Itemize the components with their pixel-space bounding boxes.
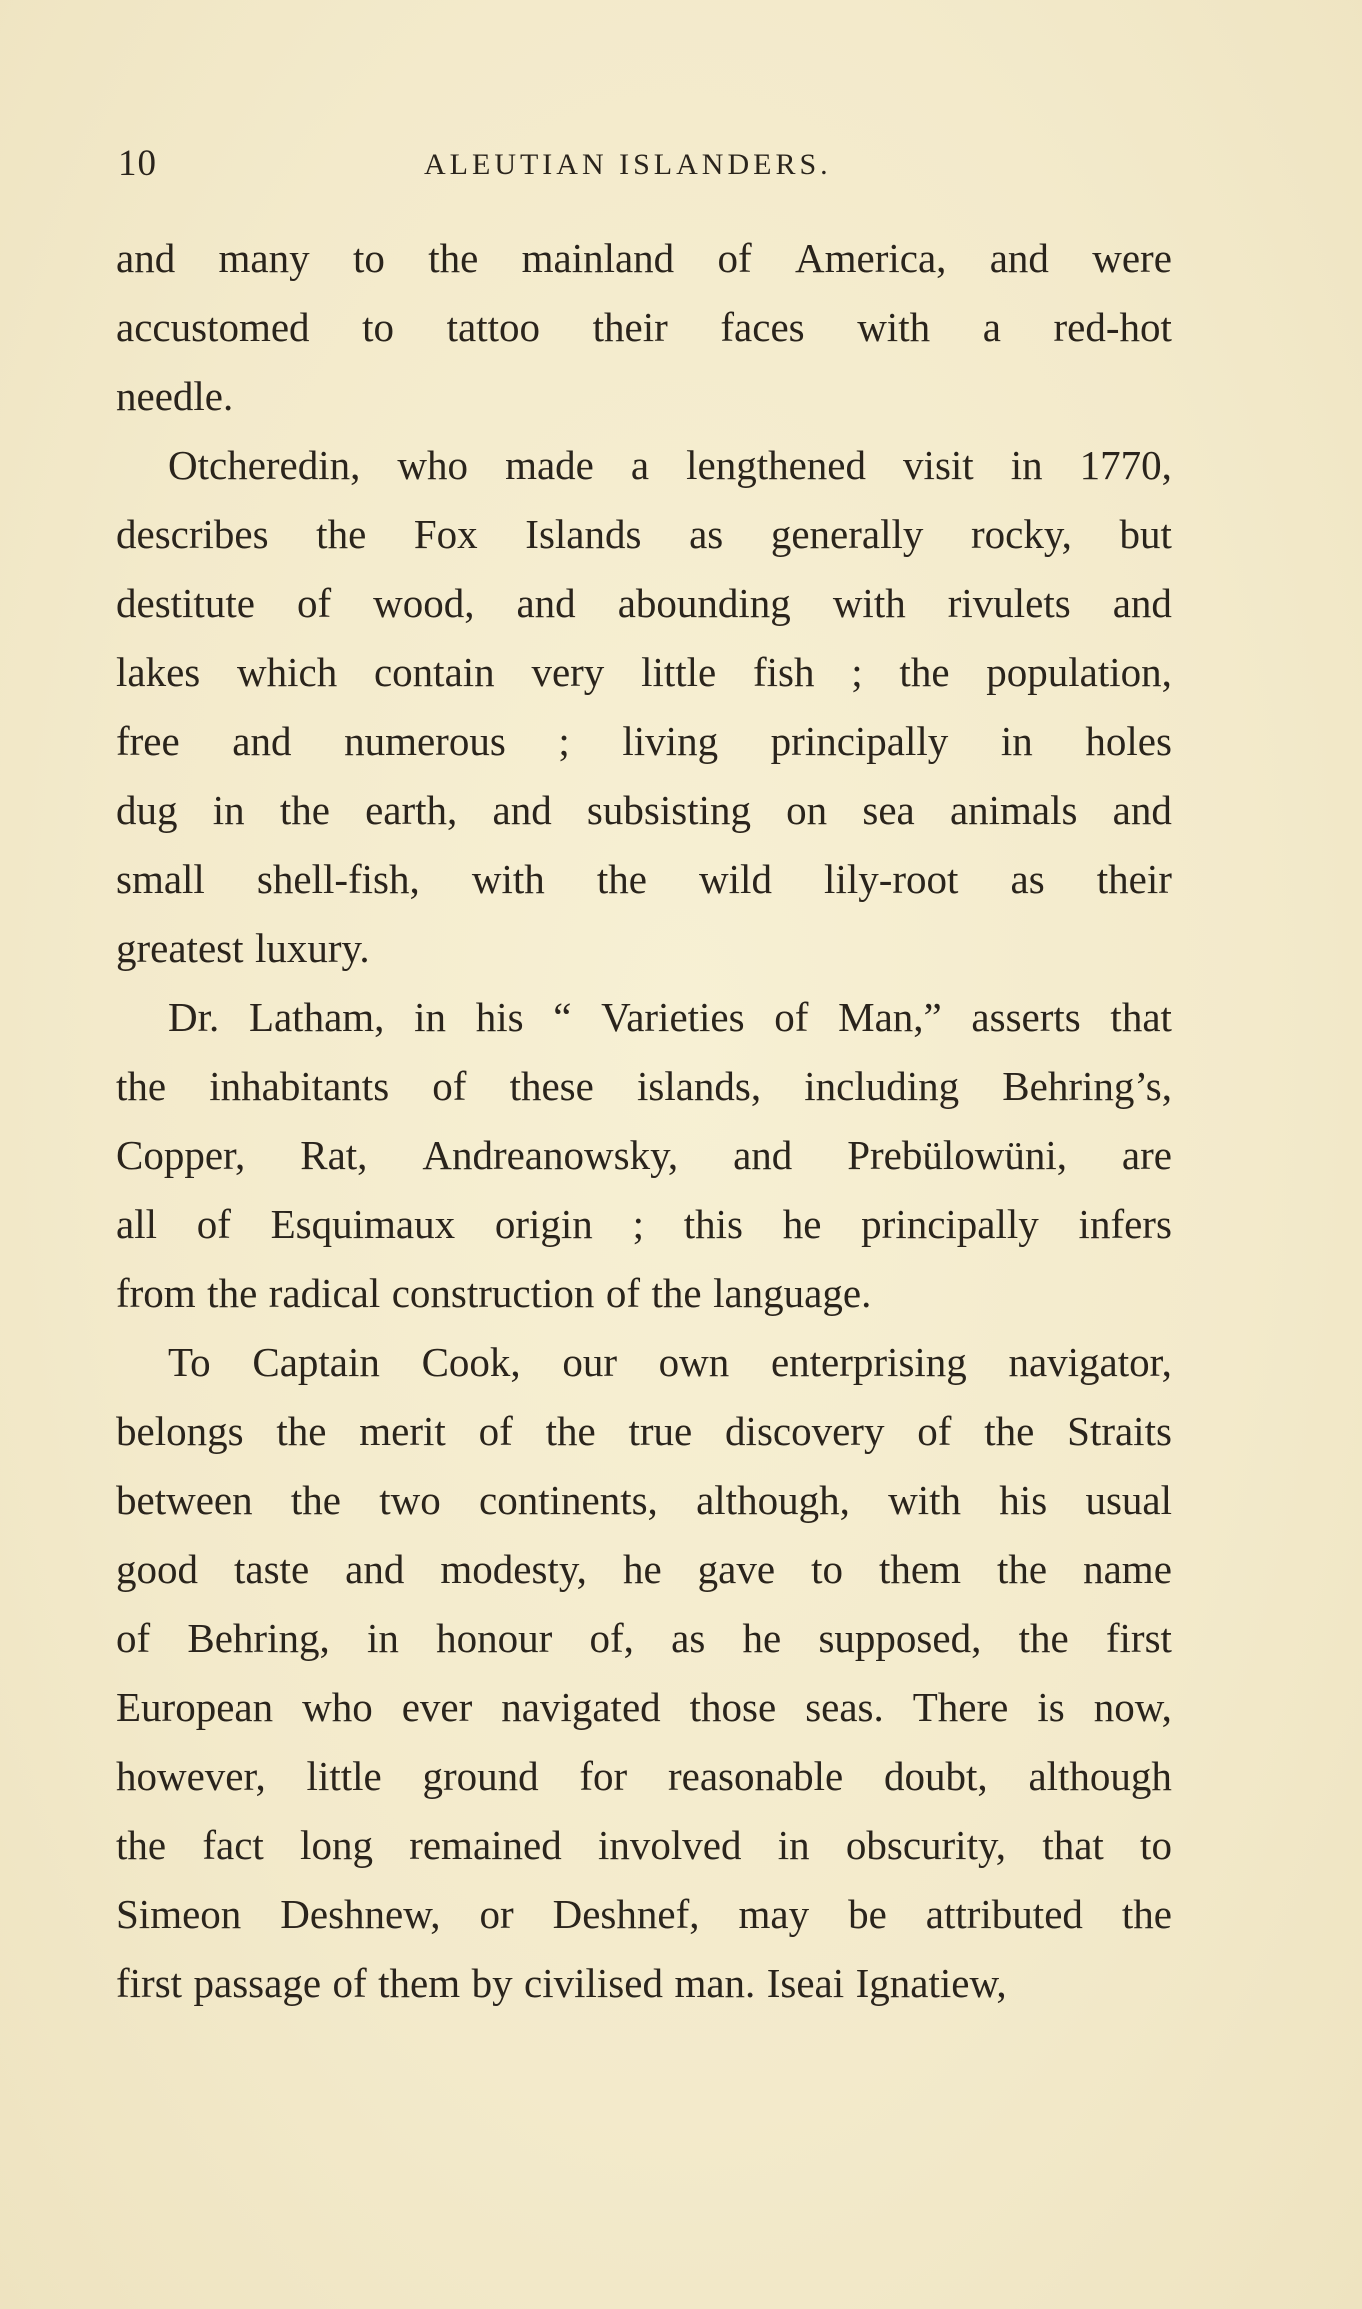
text-line: belongs the merit of the true discovery of the Straits xyxy=(116,1408,1172,1454)
text-line: Otcheredin, who made a lengthened visit in 1770, xyxy=(168,442,1172,488)
text-line: Dr. Latham, in his “ Varieties of Man,” asserts that xyxy=(168,994,1172,1040)
text-line: Copper, Rat, Andreanowsky, and Prebülowüni, are xyxy=(116,1132,1172,1178)
text-line: greatest luxury. xyxy=(116,925,370,971)
text-line: of Behring, in honour of, as he supposed, the first xyxy=(116,1615,1172,1661)
text-line: dug in the earth, and subsisting on sea animals and xyxy=(116,787,1172,833)
text-line: first passage of them by civilised man. Iseai Ignatiew, xyxy=(116,1960,1007,2006)
text-line: good taste and modesty, he gave to them the name xyxy=(116,1546,1172,1592)
text-line: needle. xyxy=(116,373,234,419)
paragraph xyxy=(116,224,1172,431)
paragraph xyxy=(116,431,1172,983)
text-line: from the radical construction of the language. xyxy=(116,1270,872,1316)
text-line: lakes which contain very little fish ; the population, xyxy=(116,649,1172,695)
text-line: destitute of wood, and abounding with rivulets and xyxy=(116,580,1172,626)
text-line: To Captain Cook, our own enterprising navigator, xyxy=(168,1339,1172,1385)
text-line: all of Esquimaux origin ; this he principally infers xyxy=(116,1201,1172,1247)
text-line: describes the Fox Islands as generally rocky, but xyxy=(116,511,1172,557)
paragraph xyxy=(116,1328,1172,2018)
text-line: European who ever navigated those seas. There is now, xyxy=(116,1684,1172,1730)
text-line: Simeon Deshnew, or Deshnef, may be attributed the xyxy=(116,1891,1172,1937)
text-line: however, little ground for reasonable doubt, although xyxy=(116,1753,1172,1799)
text-line: the fact long remained involved in obscurity, that to xyxy=(116,1822,1172,1868)
running-title: ALEUTIAN ISLANDERS. xyxy=(424,148,832,181)
body-text xyxy=(116,224,1172,2018)
running-head xyxy=(118,142,1190,192)
text-line: the inhabitants of these islands, including Behring’s, xyxy=(116,1063,1172,1109)
page-number: 10 xyxy=(118,143,157,184)
text-line: and many to the mainland of America, and were xyxy=(116,235,1172,281)
text-line: accustomed to tattoo their faces with a red-hot xyxy=(116,304,1172,350)
paragraph xyxy=(116,983,1172,1328)
text-line: between the two continents, although, with his usual xyxy=(116,1477,1172,1523)
text-line: small shell-fish, with the wild lily-root as their xyxy=(116,856,1172,902)
text-line: free and numerous ; living principally in holes xyxy=(116,718,1172,764)
